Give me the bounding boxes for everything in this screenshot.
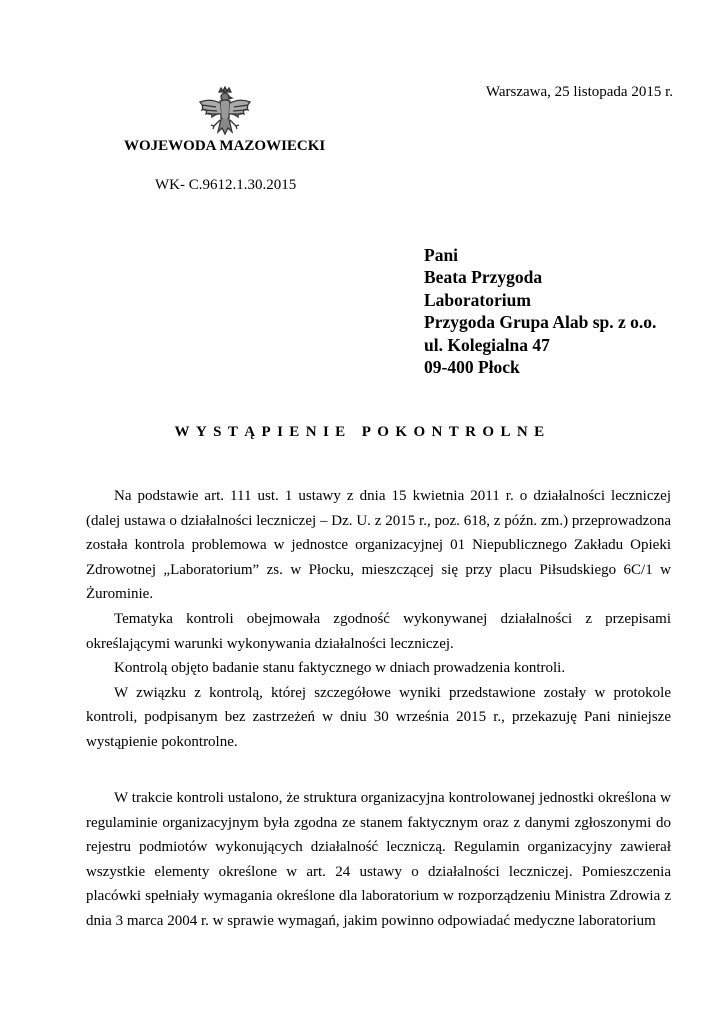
body-paragraph: W trakcie kontroli ustalono, że struktura organizacyjna kontrolowanej jednostki określona w regulaminie organizacyjnym była zgodna ze stanem faktycznym oraz z danymi zgłoszonymi do rejestru podmiotów wykonujących działalność leczniczą. Regulamin organizacyjny zawierał wszystkie elementy określone w art. 24 ustawy o działalności leczniczej. Pomieszczenia placówki spełniały wymagania określone dla laboratorium w rozporządzeniu Ministra Zdrowia z dnia 3 marca 2004 r. w sprawie wymagań, jakim powinno odpowiadać medyczne laboratorium <box>86 790 671 929</box>
document-body-intro <box>86 484 671 755</box>
polish-eagle-emblem-icon <box>196 86 254 138</box>
issuing-office: WOJEWODA MAZOWIECKI <box>124 138 326 154</box>
addressee-line: Pani <box>424 245 459 265</box>
document-date: Warszawa, 25 listopada 2015 r. <box>485 84 673 100</box>
document-body-findings <box>86 786 671 934</box>
addressee-line: Beata Przygoda <box>424 267 543 288</box>
addressee-line: 09-400 Płock <box>424 357 520 378</box>
body-paragraph: Kontrolą objęto badanie stanu faktycznego w dniach prowadzenia kontroli. <box>114 660 566 677</box>
addressee-block <box>424 244 656 378</box>
document-title: WYSTĄPIENIE POKONTROLNE <box>174 424 551 440</box>
reference-number: WK- C.9612.1.30.2015 <box>155 177 297 193</box>
body-paragraph: Tematyka kontroli obejmowała zgodność wykonywanej działalności z przepisami określającymi warunki wykonywania działalności leczniczej. <box>86 610 671 652</box>
addressee-line: Laboratorium <box>424 289 531 310</box>
addressee-line: Przygoda Grupa Alab sp. z o.o. <box>424 312 657 333</box>
addressee-line: ul. Kolegialna 47 <box>424 334 550 355</box>
body-paragraph: Na podstawie art. 111 ust. 1 ustawy z dnia 15 kwietnia 2011 r. o działalności leczniczej (dalej ustawa o działalności leczniczej – Dz. U. z 2015 r., poz. 618, z późn. zm.) przeprowadzona została kontrola problemowa w jednostce organizacyjnej 01 Niepublicznego Zakładu Opieki Zdrowotnej „Laboratorium” zs. w Płocku, mieszczącej się przy placu Piłsudskiego 6C/1 w Żurominie. <box>86 488 671 603</box>
body-paragraph: W związku z kontrolą, której szczegółowe wyniki przedstawione zostały w protokole kontroli, podpisanym bez zastrzeżeń w dniu 30 września 2015 r., przekazuję Pani niniejsze wystąpienie pokontrolne. <box>86 684 671 750</box>
